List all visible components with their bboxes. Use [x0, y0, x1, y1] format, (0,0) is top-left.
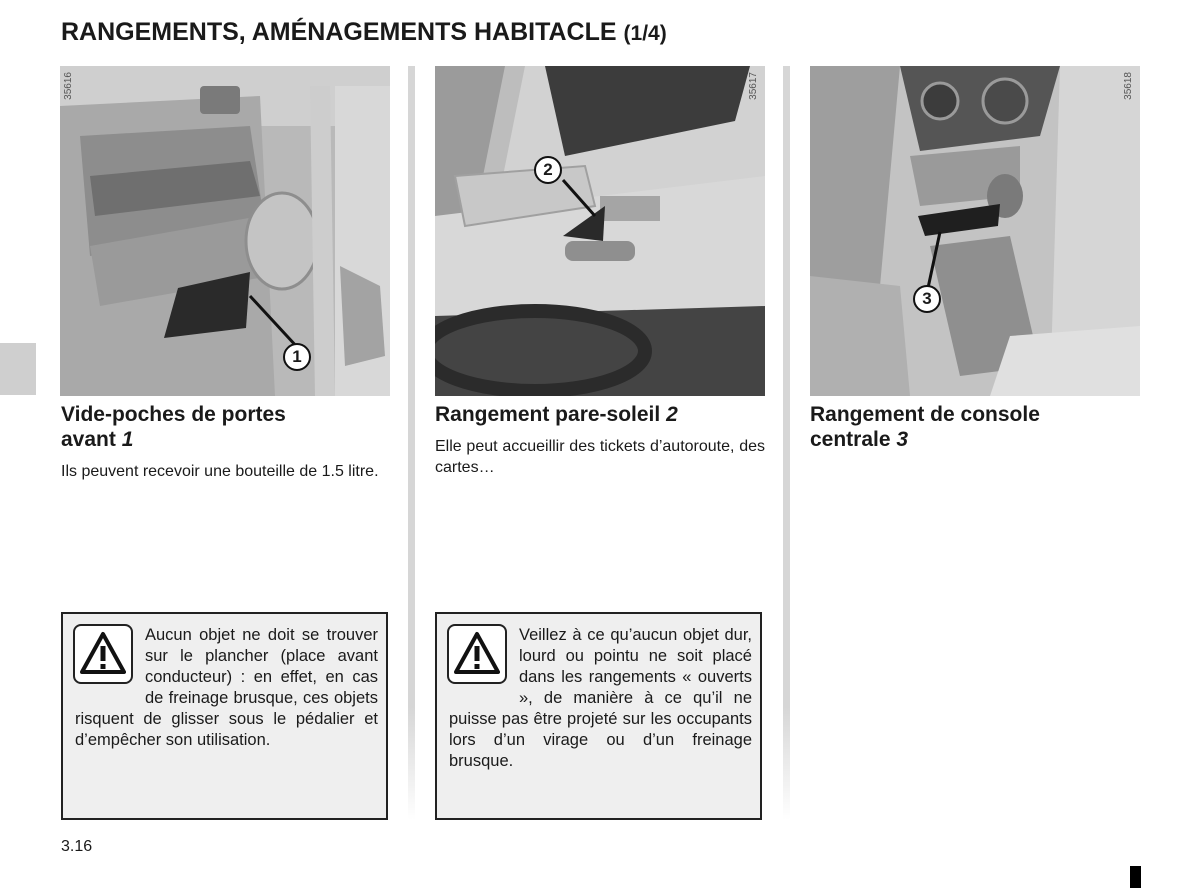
warning-box	[435, 612, 762, 820]
warning-text: Veillez à ce qu’aucun objet dur, lourd ou pointu ne soit placé dans les rangements « ouverts », de manière à ce qu’il ne puisse pas être projeté sur les occupants lors d’un virage ou d’un freinage brusque.	[449, 626, 752, 770]
page-title-text: RANGEMENTS, AMÉNAGEMENTS HABITACLE	[61, 18, 617, 46]
photo-reference-number: 35618	[1123, 72, 1134, 100]
page-number: 3.16	[61, 838, 93, 855]
page-part: (1/4)	[623, 22, 667, 45]
door-pocket-photo	[60, 66, 390, 396]
warning-text-container	[75, 625, 378, 751]
page-title	[61, 18, 667, 47]
chapter-tab	[0, 343, 36, 395]
section-heading-ref: 1	[121, 428, 134, 451]
section-heading	[61, 402, 331, 452]
section-body: Elle peut accueillir des tickets d’autoroute, des cartes…	[435, 438, 765, 476]
section-heading-ref: 2	[666, 403, 678, 426]
column-divider	[408, 66, 415, 820]
section-heading-text: Rangement de console centrale	[810, 403, 1040, 451]
warning-text: Aucun objet ne doit se trouver sur le plancher (place avant conducteur) : en effet, en cas de freinage brusque, ces objets risquent de glisser sous le pédalier et d’empêcher son utilisation.	[75, 626, 378, 749]
photo-reference-number: 35617	[748, 72, 759, 100]
section-heading	[435, 402, 765, 427]
sun-visor-photo	[435, 66, 765, 396]
section-heading-text: Rangement pare-soleil	[435, 403, 661, 426]
section-heading	[810, 402, 1080, 452]
page-edge-marker	[1130, 866, 1141, 888]
warning-box	[61, 612, 388, 820]
column-divider	[783, 66, 790, 820]
photo-reference-number: 35616	[63, 72, 74, 100]
callout-marker: 2	[534, 156, 562, 184]
section-heading-text: Vide-poches de portes avant	[61, 403, 286, 451]
section-heading-ref: 3	[896, 428, 909, 451]
callout-marker: 3	[913, 285, 941, 313]
warning-text-container	[449, 625, 752, 772]
callout-marker: 1	[283, 343, 311, 371]
center-console-photo	[810, 66, 1140, 396]
section-body: Ils peuvent recevoir une bouteille de 1.5 litre.	[61, 463, 379, 480]
